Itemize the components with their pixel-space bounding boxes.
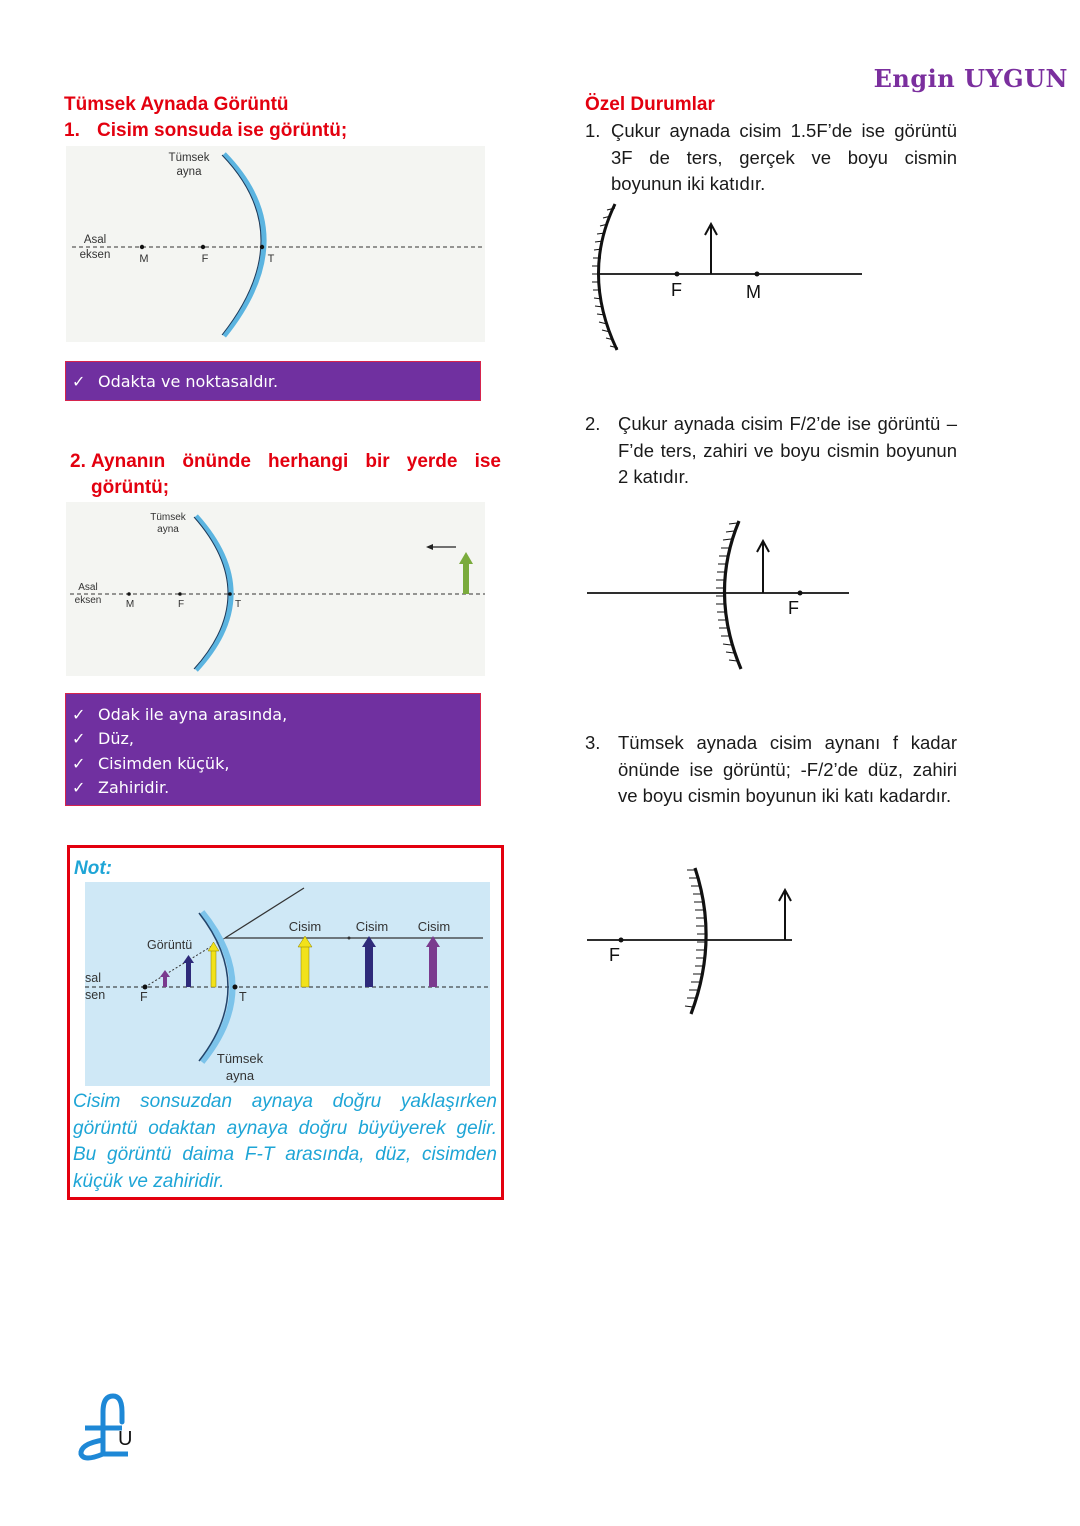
mirror-label: Tümsek — [150, 512, 186, 523]
result-text: Odak ile ayna arasında, — [98, 704, 288, 724]
case-text: Çukur aynada cisim F/2’de ise görüntü –F’de ters, zahiri ve boyu cismin boyunun 2 katıdır. — [618, 413, 957, 487]
point-m-label: M — [139, 253, 149, 265]
mirror-label-2: ayna — [176, 166, 202, 178]
case2-heading — [70, 449, 501, 501]
result-item — [70, 727, 480, 752]
result-item — [70, 369, 480, 394]
diagram-r3-svg — [585, 862, 805, 1017]
object-arrow — [365, 946, 373, 987]
mirror-label: Tümsek — [168, 152, 210, 164]
point-f-label: F — [177, 599, 185, 610]
diagram-r1-svg — [585, 200, 875, 355]
object-label: Cisim — [288, 919, 322, 934]
axis-label: Asal — [78, 582, 98, 593]
convex-mirror-any-position-diagram — [66, 502, 485, 676]
case2-result-box — [65, 693, 481, 806]
point-t-label: T — [267, 253, 275, 265]
result-item — [70, 776, 480, 801]
check-icon: ✓ — [72, 371, 86, 391]
result-text: Düz, — [98, 729, 134, 749]
result-text: Zahiridir. — [98, 778, 170, 798]
author-name: Engin UYGUN — [873, 64, 1068, 93]
note-box — [67, 845, 504, 1200]
arrow-left-icon — [426, 544, 433, 550]
case1-heading — [64, 118, 347, 144]
result-item — [70, 702, 480, 727]
mirror-label-2: ayna — [157, 524, 179, 535]
diagram-1-svg — [66, 146, 485, 342]
result-text: Cisimden küçük, — [98, 753, 230, 773]
note-diagram — [85, 882, 490, 1086]
check-icon: ✓ — [72, 778, 86, 798]
arrow-up-icon — [459, 552, 473, 564]
point-t-label: T — [234, 599, 242, 610]
logo — [76, 1392, 136, 1464]
special-case-2 — [585, 411, 957, 491]
object-label: Cisim — [355, 919, 389, 934]
case1-number: 1. — [64, 120, 80, 141]
special-cases-title: Özel Durumlar — [585, 94, 715, 115]
diagram-r2-svg — [585, 515, 855, 675]
special-case-3 — [585, 730, 957, 810]
convex-mirror-infinity-diagram — [66, 146, 485, 342]
result-item — [70, 751, 480, 776]
case-text: Tümsek aynada cisim aynanı f kadar önünde ise görüntü; -F/2’de düz, zahiri ve boyu cismin boyunun iki katı kadardır. — [618, 732, 957, 806]
case2-heading-line1: Aynanın önünde herhangi bir yerde ise — [91, 451, 501, 472]
concave-mirror-diagram-1 — [585, 200, 875, 355]
axis-label: Asal — [83, 234, 107, 246]
section-title: Tümsek Aynada Görüntü — [64, 94, 289, 115]
object-arrow — [429, 946, 437, 987]
object-arrow — [463, 564, 469, 594]
image-label: Görüntü — [147, 938, 193, 952]
point-t-label: T — [239, 990, 247, 1004]
point-m-label: M — [125, 599, 135, 610]
axis-label-2: eksen — [79, 249, 111, 261]
axis-label-2: sen — [85, 988, 106, 1002]
check-icon: ✓ — [72, 729, 86, 749]
label-f: F — [609, 945, 620, 965]
case-number: 3. — [585, 732, 601, 753]
check-icon: ✓ — [72, 753, 86, 773]
note-title: Not: — [74, 858, 112, 879]
case-number: 1. — [585, 120, 601, 141]
result-text: Odakta ve noktasaldır. — [98, 371, 279, 391]
label-m: M — [746, 282, 761, 302]
diagram-2-svg — [66, 502, 485, 676]
concave-mirror-diagram-2 — [585, 515, 855, 675]
logo-letter: U — [118, 1428, 133, 1450]
note-diagram-svg — [85, 882, 490, 1086]
case1-heading-text: Cisim sonsuda ise görüntü; — [97, 120, 348, 141]
note-text: Cisim sonsuzdan aynaya doğru yaklaşırken görüntü odaktan aynaya doğru büyüyerek gelir. Bu görüntü daima F-T arasında, düz, cisimden küçük ve zahiridir. — [73, 1091, 497, 1192]
point-f-label: F — [201, 253, 209, 265]
axis-label-2: eksen — [74, 595, 102, 606]
case-number: 2. — [585, 413, 601, 434]
check-icon: ✓ — [72, 704, 86, 724]
object-label: Cisim — [417, 919, 451, 934]
label-f: F — [671, 280, 682, 300]
logo-icon — [76, 1392, 136, 1464]
convex-mirror-diagram-3 — [585, 862, 805, 1017]
label-f: F — [788, 598, 799, 618]
case1-result-box — [65, 361, 481, 401]
special-case-1 — [585, 118, 957, 198]
mirror-label-2: ayna — [225, 1068, 255, 1083]
axis-label: sal — [85, 971, 101, 985]
case-text: Çukur aynada cisim 1.5F’de ise görüntü 3F de ters, gerçek ve boyu cismin boyunun iki katıdır. — [611, 120, 957, 194]
case2-number: 2. — [70, 451, 86, 472]
case2-heading-line2: görüntü; — [91, 477, 170, 498]
object-arrow — [301, 946, 309, 987]
mirror-label: Tümsek — [216, 1051, 264, 1066]
point-f-label: F — [140, 990, 148, 1004]
